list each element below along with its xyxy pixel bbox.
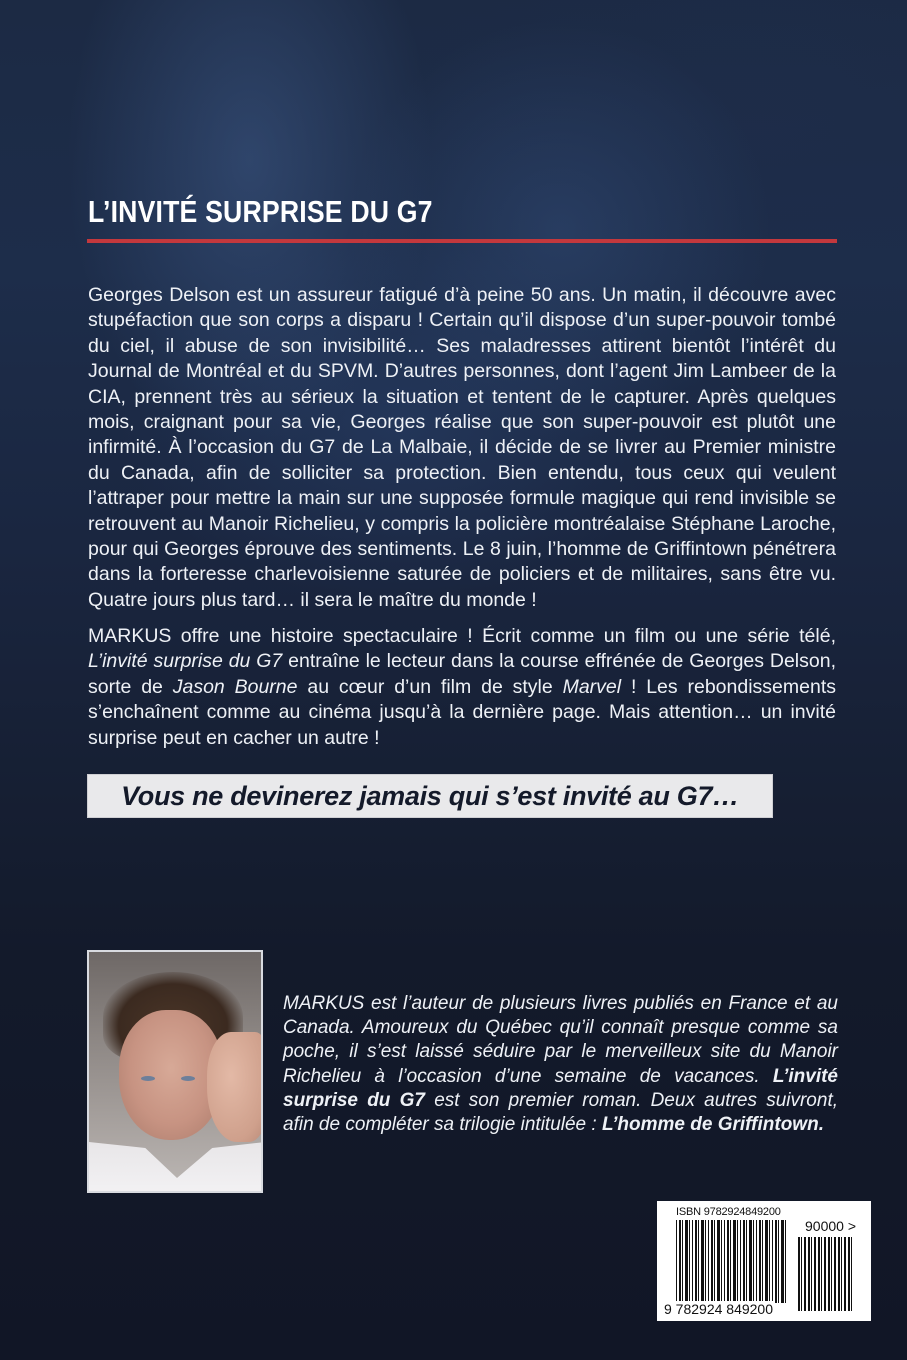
photo-shirt-shape bbox=[89, 1142, 263, 1193]
synopsis-text: ! Les rebondissements s’enchaînent comme au cinéma jusqu’à la dernière page. Mais attention… un invité surprise peut en cacher un autre ! bbox=[88, 675, 836, 749]
jason-bourne-italic: Jason Bourne bbox=[172, 675, 298, 698]
barcode-bars-main bbox=[676, 1220, 786, 1303]
photo-arm-shape bbox=[207, 1032, 263, 1142]
tagline-banner bbox=[87, 774, 773, 818]
bio-text: est son premier roman. Deux autres suivront, afin de compléter sa trilogie intitulée : bbox=[283, 1089, 838, 1136]
synopsis-text: MARKUS offre une histoire spectaculaire ! Écrit comme un film ou une série télé, bbox=[88, 625, 836, 647]
tagline-text: Vous ne devinerez jamais qui s’est invité au G7… bbox=[121, 780, 739, 811]
author-bio bbox=[283, 992, 838, 1137]
photo-eye-left bbox=[141, 1076, 155, 1081]
barcode-bars-addon bbox=[798, 1237, 854, 1311]
book-title: L’INVITÉ SURPRISE DU G7 bbox=[88, 194, 433, 229]
isbn-label: ISBN 9782924849200 bbox=[676, 1206, 781, 1218]
synopsis-paragraph-1: Georges Delson est un assureur fatigué d’à peine 50 ans. Un matin, il découvre avec stupéfaction que son corps a disparu ! Certain qu’il dispose d’un super-pouvoir tombé du ciel, il abuse de son invisibilité… Ses maladresses attirent bientôt l’intérêt du Journal de Montréal et du SPVM. D’autres personnes, dont l’agent Jim Lambeer de la CIA, prennent très au sérieux la situation et tentent de le capturer. Après quelques mois, craignant pour sa vie, Georges réalise que son super-pouvoir est plutôt une infirmité. À l’occasion du G7 de La Malbaie, il décide de se livrer au Premier ministre du Canada, afin de solliciter sa protection. Bien entendu, tous ceux qui veulent l’attraper pour mettre la main sur une supposée formule magique qui rend invisible se retrouvent au Manoir Richelieu, y compris la policière montréalaise Stéphane Laroche, pour qui Georges éprouve des sentiments. Le 8 juin, l’homme de Griffintown pénétrera dans la forteresse charlevoisienne saturée de policiers et de militaires, sans être vu. Quatre jours plus tard… il sera le maître du monde ! bbox=[88, 284, 836, 611]
author-photo bbox=[87, 950, 263, 1193]
synopsis-text: au cœur d’un film de style bbox=[297, 675, 563, 698]
bio-book-title: L’invité surprise du G7 bbox=[283, 1065, 838, 1111]
marvel-italic: Marvel bbox=[562, 675, 622, 698]
title-underline-rule bbox=[87, 239, 837, 243]
isbn-barcode bbox=[657, 1201, 871, 1321]
isbn-digits: 9 782924 849200 bbox=[664, 1301, 773, 1317]
synopsis-paragraph-2 bbox=[88, 624, 836, 751]
bio-text: MARKUS est l’auteur de plusieurs livres publiés en France et au Canada. Amoureux du Québec qu’il connaît presque comme sa poche, il s’est laissé séduire par le merveilleux site du Manoir Richelieu à l’occasion d’une semaine de vacances. bbox=[283, 993, 838, 1087]
bio-trilogy-title: L’homme de Griffintown. bbox=[601, 1114, 824, 1136]
synopsis-text: entraîne le lecteur dans la course effrénée de Georges Delson, sorte de bbox=[88, 650, 836, 698]
price-code: 90000 > bbox=[805, 1218, 856, 1234]
photo-eye-right bbox=[181, 1076, 195, 1081]
book-title-italic: L’invité surprise du G7 bbox=[88, 650, 283, 673]
